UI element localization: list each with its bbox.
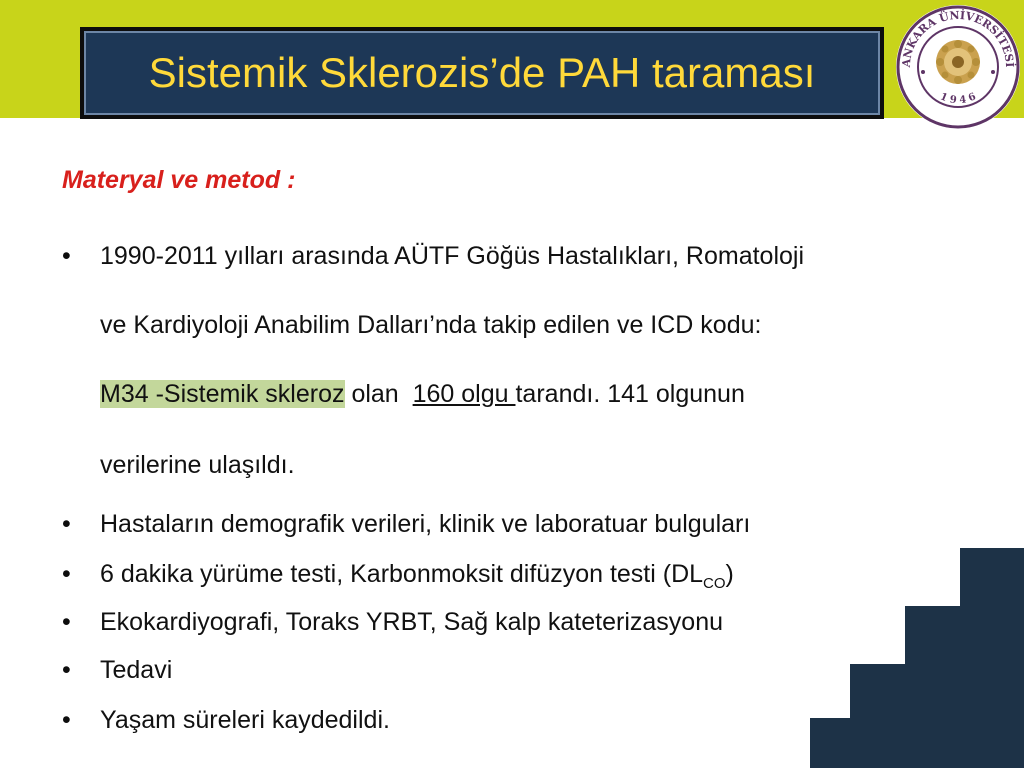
- bullet-1: •: [62, 242, 71, 270]
- bullet-5: •: [62, 656, 71, 684]
- item-1-line-4: verilerine ulaşıldı.: [100, 451, 295, 479]
- item-1-rest: tarandı. 141 olgunun: [515, 380, 745, 408]
- section-heading: Materyal ve metod :: [62, 166, 296, 194]
- bullet-3: •: [62, 560, 71, 588]
- item-3-text: 6 dakika yürüme testi, Karbonmoksit difüzyon testi (DL: [100, 560, 704, 588]
- icd-code-highlight: M34 -Sistemik skleroz: [100, 380, 345, 408]
- item-1-line-3: [100, 380, 745, 409]
- bullet-4: •: [62, 608, 71, 636]
- bullet-6: •: [62, 706, 71, 734]
- case-count: 160 olgu: [412, 380, 516, 408]
- item-1-line-2: ve Kardiyoloji Anabilim Dalları’nda takip edilen ve ICD kodu:: [100, 311, 762, 339]
- bullet-2: •: [62, 510, 71, 538]
- logo-name: ANKARA ÜNİVERSİTESİ: [899, 8, 1017, 68]
- item-4: Ekokardiyografi, Toraks YRBT, Sağ kalp kateterizasyonu: [100, 608, 723, 636]
- logo-year: 1 9 4 6: [938, 91, 978, 107]
- item-3: [100, 560, 734, 592]
- item-1-line-1: 1990-2011 yılları arasında AÜTF Göğüs Hastalıkları, Romatoloji: [100, 242, 805, 270]
- item-2: Hastaların demografik verileri, klinik ve laboratuar bulguları: [100, 510, 751, 538]
- item-6: Yaşam süreleri kaydedildi.: [100, 706, 390, 734]
- item-5: Tedavi: [100, 656, 173, 684]
- item-1-olan: olan: [344, 380, 413, 408]
- item-3-subscript: CO: [703, 575, 726, 592]
- slide-title: Sistemik Sklerozis’de PAH taraması: [148, 49, 816, 96]
- item-3-close: ): [725, 560, 734, 588]
